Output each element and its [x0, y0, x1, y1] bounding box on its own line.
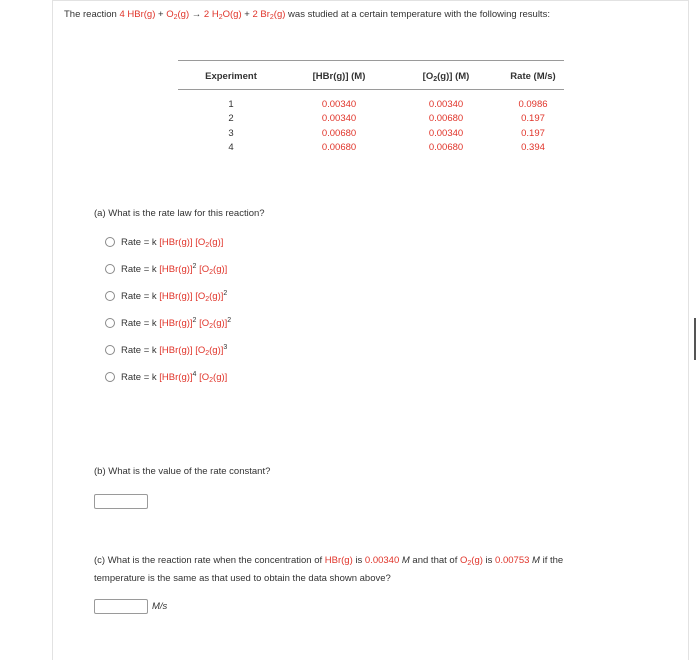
table-cell: 0.197: [521, 113, 545, 125]
reaction-arrow: →: [189, 9, 204, 20]
rate-unit-label: M/s: [152, 601, 168, 612]
table-cell: 2: [228, 113, 234, 125]
table-cell: 0.00340: [321, 99, 357, 110]
reaction-rate-input[interactable]: [94, 599, 148, 614]
table-top-rule: [178, 60, 564, 61]
table-cell: 0.00680: [428, 113, 464, 125]
table-cell: 0.0986: [518, 99, 548, 110]
table-header-rule: [178, 89, 564, 90]
content-frame-top-border: [52, 0, 688, 1]
table-cell: 0.00340: [321, 113, 357, 125]
experiment-column: [221, 98, 241, 155]
hbr-column: [309, 98, 369, 155]
rate-law-option-5[interactable]: Rate = k [HBr(g)] $[O_2(g)]^3$: [105, 343, 227, 357]
table-cell: 3: [228, 127, 234, 139]
intro-prefix: The reaction: [64, 9, 120, 20]
header-o2: $[O_2(g)]$ (M): [422, 71, 470, 83]
radio-button[interactable]: [105, 264, 115, 274]
table-cell: 0.00680: [428, 141, 464, 153]
scrollbar-thumb[interactable]: [694, 318, 696, 360]
rate-column: [508, 98, 558, 155]
header-experiment: Experiment: [205, 71, 257, 82]
table-cell: 0.00340: [428, 127, 464, 139]
reaction-intro: The reaction 4 $HBr(g) + O_2(g) \to 2$ $H_2O(g) + 2$ $Br_2(g)$ was studied at a certain temperature with the following results:: [64, 9, 550, 21]
o2-column: [416, 98, 476, 155]
radio-button[interactable]: [105, 345, 115, 355]
header-hbr: [HBr(g)] (M): [312, 71, 366, 82]
rate-constant-input[interactable]: [94, 494, 148, 509]
table-cell: 0.00680: [321, 127, 357, 139]
part-c-question-line2: temperature is the same as that used to obtain the data shown above?: [94, 573, 391, 584]
radio-button[interactable]: [105, 318, 115, 328]
part-b-question: (b) What is the value of the rate constant?: [94, 466, 271, 477]
reaction-o2: $O_2(g)$: [166, 9, 190, 21]
rate-law-option-2[interactable]: Rate = k $[HBr(g)]^2$ $[O_2(g)]$: [105, 262, 227, 276]
radio-button[interactable]: [105, 237, 115, 247]
table-cell: 0.394: [521, 141, 545, 153]
content-frame-left-border: [52, 0, 53, 660]
rate-law-option-4[interactable]: Rate = k $[HBr(g)]^2$ $[O_2(g)]^2$: [105, 316, 231, 330]
table-cell: 0.197: [521, 127, 545, 139]
content-frame-right-border: [688, 0, 689, 660]
table-cell: 0.00680: [321, 141, 357, 153]
table-cell: 0.00340: [428, 99, 464, 110]
header-rate: Rate (M/s): [510, 71, 556, 82]
reaction-br2: 2 $Br_2(g)$: [252, 9, 286, 21]
reaction-hbr: 4 HBr(g): [119, 9, 156, 20]
rate-law-option-6[interactable]: Rate = k $[HBr(g)]^4$ $[O_2(g)]$: [105, 370, 227, 384]
part-c-question-line1: (c) What is the reaction rate when the concentration of HBr(g) is 0.00340 M and that of $O_2(g)$ is 0.00753 M if the: [94, 555, 564, 567]
reaction-h2o: 2 $H_2O(g)$: [203, 9, 242, 21]
intro-suffix: was studied at a certain temperature with the following results:: [285, 9, 550, 20]
table-cell: 1: [228, 99, 234, 110]
rate-law-option-3[interactable]: Rate = k [HBr(g)] $[O_2(g)]^2$: [105, 289, 227, 303]
table-cell: 4: [228, 141, 234, 153]
rate-law-option-1[interactable]: Rate = k [HBr(g)] $[O_2(g)]$: [105, 235, 223, 249]
radio-button[interactable]: [105, 372, 115, 382]
part-a-question: (a) What is the rate law for this reaction?: [94, 208, 265, 219]
radio-button[interactable]: [105, 291, 115, 301]
